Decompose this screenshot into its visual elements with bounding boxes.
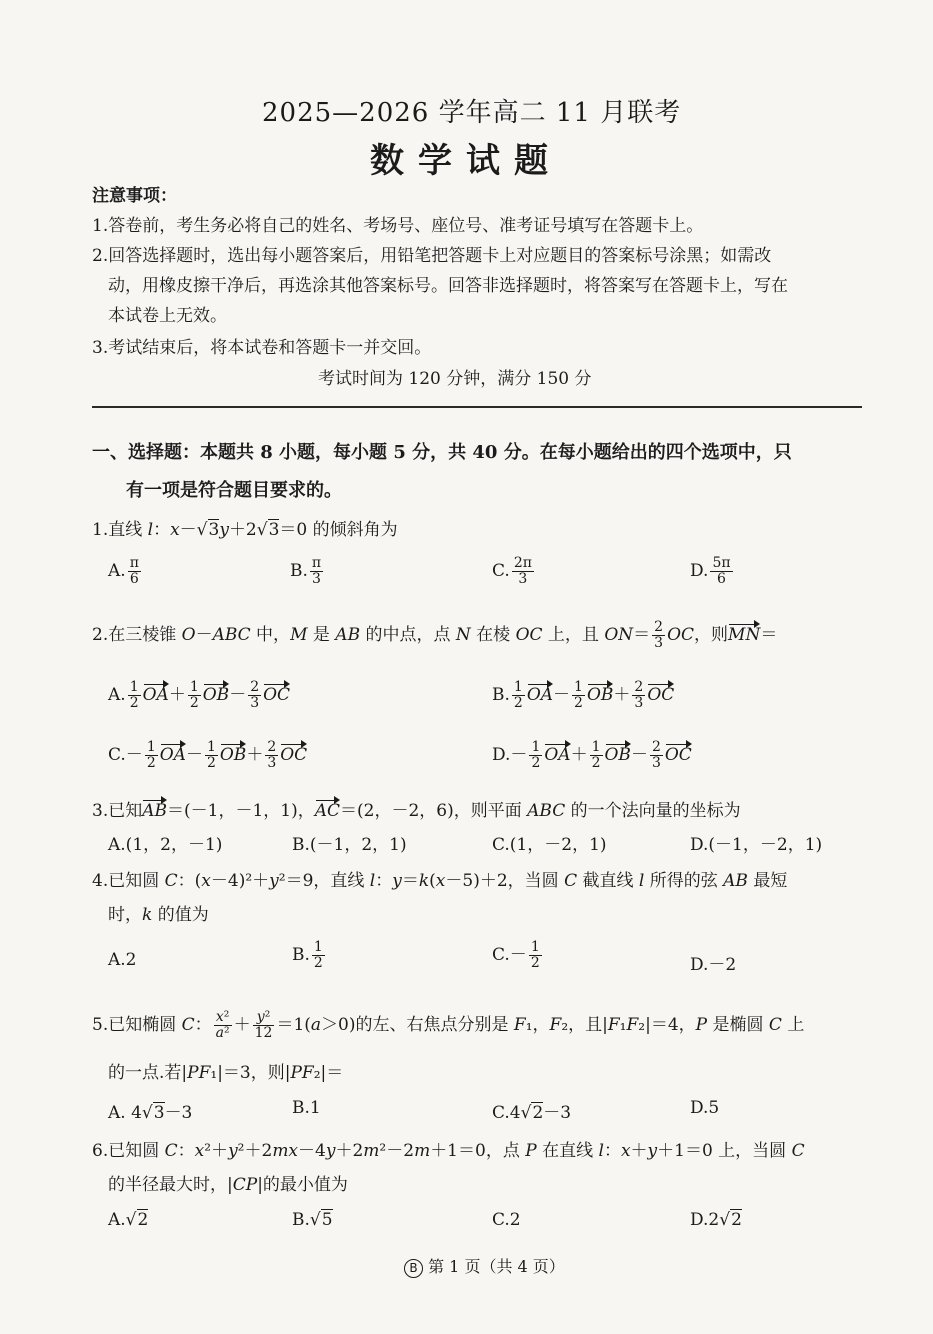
question-5-option-c: C.4√2－3 [492, 1103, 572, 1123]
question-2-option-c: C.－ $\frac{1}{2}$ OA－ $\frac{1}{2}$ OB＋ $\frac{2}{3}$ OC [108, 739, 308, 771]
question-3-option-b: B.(－1，2，1) [292, 835, 407, 855]
note-2a: 2.回答选择题时，选出每小题答案后，用铅笔把答题卡上对应题目的答案标号涂黑；如需改 [92, 246, 772, 266]
question-6-option-b: B.√5 [292, 1210, 333, 1230]
question-3-option-d: D.(－1，－2，1) [690, 835, 823, 855]
version-mark: B [404, 1259, 423, 1278]
question-6-option-c: C.2 [492, 1210, 521, 1230]
question-5-option-d: D.5 [690, 1098, 720, 1118]
subject-title: 数学试题 [370, 141, 562, 181]
question-5-stem-line2: 的一点.若|PF₁|＝3，则|PF₂|＝ [108, 1063, 344, 1083]
question-4-option-b: B. $\frac{1}{2}$ [292, 939, 323, 971]
note-1: 1.答卷前，考生务必将自己的姓名、考场号、座位号、准考证号填写在答题卡上。 [92, 216, 704, 236]
exam-time: 考试时间为 120 分钟，满分 150 分 [318, 369, 592, 389]
question-3-stem: 3.已知AB＝(－1，－1，1)，AC＝(2，－2，6)，则平面 ABC 的一个法向量的坐标为 [92, 801, 741, 821]
question-2-option-d: D.－ $\frac{1}{2}$ OA＋ $\frac{1}{2}$ OB－ $\frac{2}{3}$ OC [492, 739, 692, 771]
question-3-option-a: A.(1，2，－1) [108, 835, 223, 855]
page-number: 第 1 页（共 4 页） [428, 1257, 565, 1276]
question-5-option-b: B.1 [292, 1098, 321, 1118]
question-1-stem: 1.直线 l：x－√3y＋2√3＝0 的倾斜角为 [92, 520, 398, 540]
question-3-option-c: C.(1，－2，1) [492, 835, 607, 855]
question-6-stem-line2: 的半径最大时，|CP|的最小值为 [108, 1175, 348, 1195]
question-5-stem-line1: 5.已知椭圆 C： $\frac{\text{x²}}{\text{a²}}$ ＋ $\frac{\text{y²}}{12}$ ＝1(a＞0)的左、右焦点分别是 F₁，F₂，且|F₁F₂|＝4，P 是椭圆 C 上 [92, 1009, 805, 1041]
note-2b: 动，用橡皮擦干净后，再选涂其他答案标号。回答非选择题时，将答案写在答题卡上，写在 [108, 276, 788, 296]
question-4-option-a: A.2 [108, 950, 137, 970]
question-2-option-a: A. $\frac{1}{2}$ OA＋ $\frac{1}{2}$ OB－ $\frac{2}{3}$ OC [108, 679, 291, 711]
question-6-option-d: D.2√2 [690, 1210, 742, 1230]
section-heading-line2: 有一项是符合题目要求的。 [126, 480, 342, 501]
question-2-stem: 2.在三棱锥 O－ABC 中，M 是 AB 的中点，点 N 在棱 OC 上，且 ON＝ $\frac{2}{3}$ OC，则MN＝ [92, 619, 778, 651]
page-footer [404, 1254, 565, 1278]
question-6-option-a: A.√2 [108, 1210, 149, 1230]
question-5-option-a: A. 4√3－3 [108, 1103, 193, 1123]
question-1-option-c: C. $\frac{2\pi}{3}$ [492, 555, 532, 587]
question-1-option-a: A. $\frac{\pi}{6}$ [108, 555, 139, 587]
notes-heading: 注意事项： [92, 186, 177, 206]
divider [92, 406, 862, 408]
note-3: 3.考试结束后，将本试卷和答题卡一并交回。 [92, 338, 432, 358]
question-4-option-c: C.－ $\frac{1}{2}$ [492, 939, 540, 971]
question-1-option-b: B. $\frac{\pi}{3}$ [290, 555, 322, 587]
note-2c: 本试卷上无效。 [108, 306, 227, 326]
exam-title: 2025—2026 学年高二 11 月联考 [262, 98, 682, 128]
question-1-option-d: D. $\frac{5\pi}{6}$ [690, 555, 731, 587]
section-heading-line1: 一、选择题：本题共 8 小题，每小题 5 分，共 40 分。在每小题给出的四个选项中，只 [92, 442, 792, 463]
question-4-option-d: D.－2 [690, 955, 737, 975]
question-4-stem-line1: 4.已知圆 C：(x－4)²＋y²＝9，直线 l：y＝k(x－5)＋2，当圆 C 截直线 l 所得的弦 AB 最短 [92, 871, 788, 891]
question-6-stem-line1: 6.已知圆 C：x²＋y²＋2mx－4y＋2m²－2m＋1＝0，点 P 在直线 l：x＋y＋1＝0 上，当圆 C [92, 1141, 805, 1161]
question-4-stem-line2: 时，k 的值为 [108, 905, 209, 925]
question-2-option-b: B. $\frac{1}{2}$ OA－ $\frac{1}{2}$ OB＋ $\frac{2}{3}$ OC [492, 679, 675, 711]
